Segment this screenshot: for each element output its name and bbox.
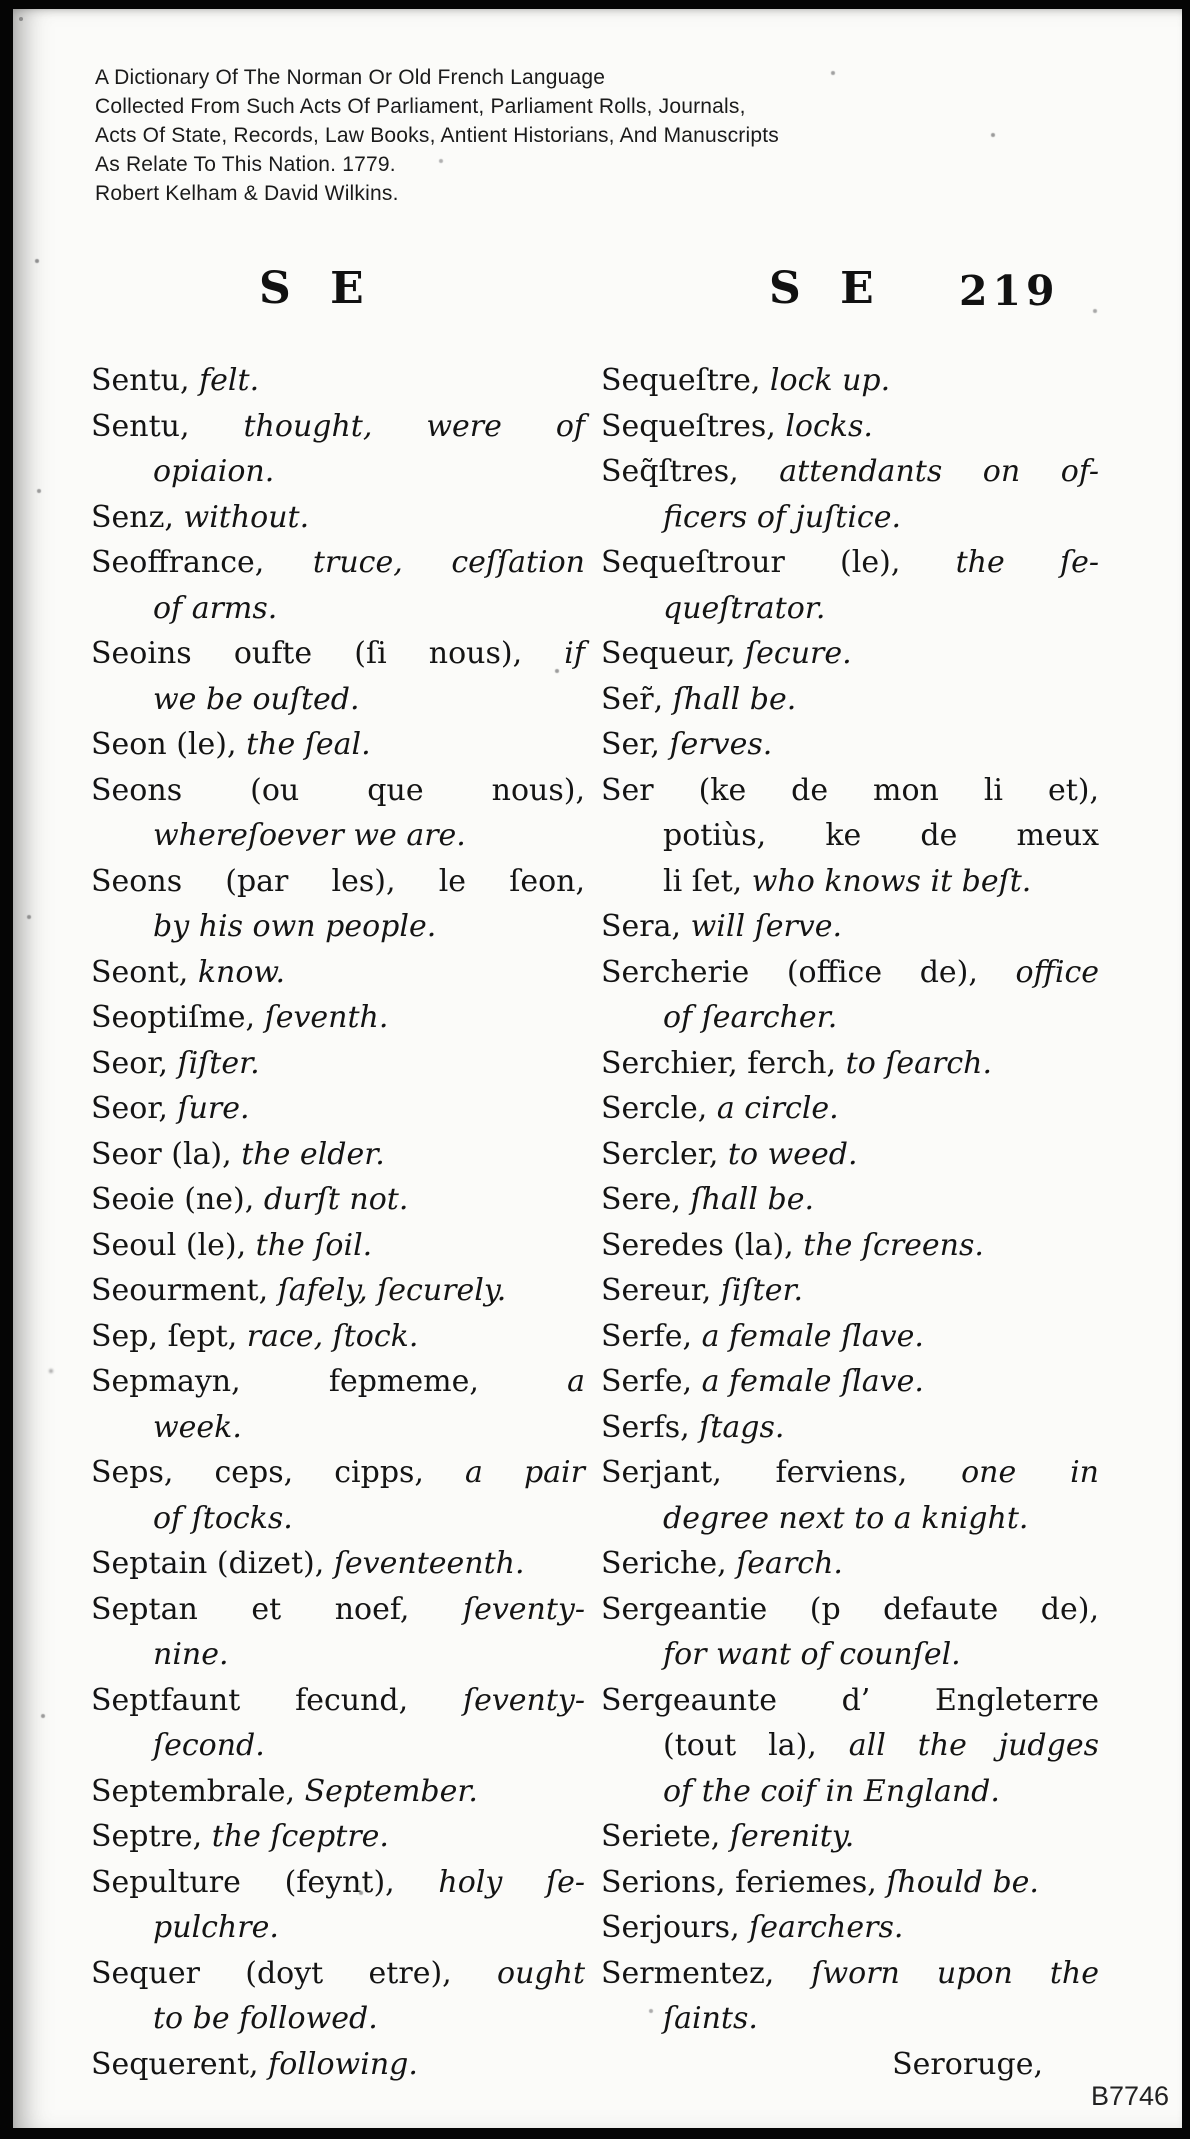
headword-text: Ser̃, <box>601 681 673 717</box>
entry-line <box>601 1860 1099 1906</box>
headword-text: potiùs, ke de meux <box>663 818 1099 853</box>
definition-text: ſecure. <box>745 636 852 671</box>
entry-line <box>601 1587 1099 1633</box>
definition-text: ſhall be. <box>672 681 797 717</box>
definition-text: of the coif in England. <box>663 1773 1000 1809</box>
definition-text: will ſerve. <box>690 909 843 944</box>
headword-text: Sep, ſept, <box>91 1318 247 1354</box>
headword-text: Seoffrance, <box>91 545 313 580</box>
entry-line <box>91 1450 585 1496</box>
definition-text: ſeventy- <box>462 1591 585 1627</box>
definition-text: holy ſe- <box>438 1864 585 1900</box>
definition-text: attendants on of- <box>779 454 1099 489</box>
entry-line <box>601 768 1099 814</box>
definition-text: truce, ceſſation <box>312 545 586 580</box>
headword-text: Seroruge, <box>892 2046 1043 2082</box>
definition-text: to be followed. <box>153 2001 378 2036</box>
entry-line <box>91 1769 585 1815</box>
entry-line <box>601 1450 1099 1496</box>
headword-text: Seon (le), <box>91 727 247 762</box>
entry-line <box>601 1086 1099 1132</box>
running-head-right: S E <box>769 263 886 314</box>
headword-text: Sequeur, <box>601 636 746 671</box>
definition-text: queſtrator. <box>663 590 826 626</box>
definition-text: ficers of juſtice. <box>663 499 902 535</box>
entry-line <box>91 1905 585 1951</box>
entry-line <box>601 1814 1099 1860</box>
entry-line <box>91 1814 585 1860</box>
definition-text: pulchre. <box>153 1910 279 1945</box>
headword-text: Sergeaunte d’ Engleterre <box>601 1682 1099 1718</box>
entry-line <box>601 859 1099 905</box>
entry-line <box>91 1086 585 1132</box>
definition-text: office <box>1015 954 1099 990</box>
entry-line <box>601 631 1099 677</box>
definition-text: know. <box>197 954 286 990</box>
entry-line <box>91 1268 585 1314</box>
definition-text: ought <box>497 1955 585 1991</box>
headword-text: Seoptiſme, <box>91 1000 265 1035</box>
entry-line <box>91 404 585 450</box>
headword-text: Sereur, <box>601 1273 721 1308</box>
headword-text: Sepulture (feynt), <box>91 1864 439 1900</box>
entry-line <box>91 950 585 996</box>
entry-line <box>91 449 585 495</box>
running-head-left: S E <box>259 263 376 314</box>
headword-text: Sere, <box>601 1182 691 1217</box>
entry-line <box>91 1632 585 1678</box>
entry-line <box>91 813 585 859</box>
definition-text: ſerenity. <box>729 1819 855 1854</box>
definition-text: the ſoil. <box>255 1227 373 1263</box>
entry-line <box>601 904 1099 950</box>
entry-line <box>91 631 585 677</box>
headword-text: Serfe, <box>601 1318 702 1354</box>
entry-line <box>91 1996 585 2042</box>
entry-line <box>601 1268 1099 1314</box>
entry-line <box>601 586 1099 632</box>
definition-text: a female ſlave. <box>701 1318 924 1354</box>
definition-text: to ſearch. <box>845 1045 993 1081</box>
headword-text: Sentu, <box>91 408 244 444</box>
definition-text: without. <box>183 499 310 535</box>
entry-line <box>91 1587 585 1633</box>
entry-line <box>91 1132 585 1178</box>
annotation-line: A Dictionary Of The Norman Or Old French Language <box>95 66 606 89</box>
headword-text: Septan et noef, <box>91 1591 463 1627</box>
entry-line <box>601 1314 1099 1360</box>
definition-text: ſeventy- <box>462 1682 585 1718</box>
definition-text: we be ouſted. <box>153 681 360 717</box>
entry-line <box>91 1723 585 1769</box>
definition-text: a circle. <box>716 1091 839 1126</box>
entry-line <box>91 904 585 950</box>
entry-line <box>91 722 585 768</box>
entry-line <box>601 813 1099 859</box>
definition-text: ſeventh. <box>264 1000 389 1035</box>
definition-text: durſt not. <box>263 1182 409 1217</box>
definition-text: September. <box>304 1773 478 1809</box>
entry-line <box>601 2042 1099 2088</box>
definition-text: ſtags. <box>699 1409 785 1445</box>
entry-line <box>601 1496 1099 1542</box>
headword-text: Sera, <box>601 909 691 944</box>
annotation-line: As Relate To This Nation. 1779. <box>95 153 396 176</box>
headword-text: li ſet, <box>663 863 752 899</box>
definition-text: race, ſtock. <box>246 1318 419 1354</box>
definition-text: ſiſter. <box>720 1273 804 1308</box>
headword-text: Sermentez, <box>601 1955 812 1991</box>
definition-text: ſaints. <box>663 2001 758 2036</box>
headword-text: Sentu, <box>91 363 200 398</box>
headword-text: Seor (la), <box>91 1136 242 1172</box>
headword-text: Sequeſtrour (le), <box>601 545 956 580</box>
headword-text: Seq̃ſtres, <box>601 454 780 489</box>
definition-text: week. <box>153 1409 242 1445</box>
entry-line <box>601 677 1099 723</box>
definition-text: ſiſter. <box>177 1045 260 1081</box>
entry-line <box>91 495 585 541</box>
definition-text: ſearch. <box>736 1546 843 1581</box>
headword-text: Serchier, ferch, <box>601 1045 846 1081</box>
definition-text: for want of counſel. <box>663 1637 961 1672</box>
definition-text: a pair <box>465 1455 585 1490</box>
entry-line <box>601 1223 1099 1269</box>
entry-line <box>91 2042 585 2088</box>
definition-text: ſhould be. <box>886 1864 1039 1900</box>
definition-text: opiaion. <box>153 454 275 489</box>
entry-line <box>91 1951 585 1997</box>
annotation-line: Acts Of State, Records, Law Books, Antient Historians, And Manuscripts <box>95 124 779 147</box>
definition-text: lock up. <box>769 363 891 398</box>
entry-line <box>601 1951 1099 1997</box>
headword-text: Serfe, <box>601 1364 702 1399</box>
page-number: 219 <box>959 267 1060 315</box>
headword-text: Septfaunt fecund, <box>91 1682 463 1718</box>
entry-line <box>601 1541 1099 1587</box>
definition-text: who knows it beſt. <box>751 863 1032 899</box>
definition-text: of ſtocks. <box>153 1500 293 1536</box>
definition-text: ſeventeenth. <box>333 1546 525 1581</box>
definition-text: if <box>564 636 585 671</box>
definition-text: a <box>567 1364 585 1399</box>
entry-line <box>91 1314 585 1360</box>
definition-text: all the judges <box>848 1728 1099 1763</box>
annotation-line: Robert Kelham & David Wilkins. <box>95 182 399 205</box>
definition-text: ſhall be. <box>690 1182 815 1217</box>
entry-line <box>601 1177 1099 1223</box>
headword-text: Seredes (la), <box>601 1227 804 1263</box>
entry-line <box>91 768 585 814</box>
entry-line <box>601 1769 1099 1815</box>
definition-text: ſecond. <box>153 1728 265 1763</box>
entry-line <box>601 1632 1099 1678</box>
definition-text: the elder. <box>241 1136 385 1172</box>
scan-id-code: B7746 <box>1091 2081 1170 2111</box>
entry-line <box>601 358 1099 404</box>
entry-line <box>601 1678 1099 1724</box>
entry-line <box>601 1996 1099 2042</box>
headword-text: Seor, <box>91 1045 178 1081</box>
definition-text: to weed. <box>727 1136 858 1172</box>
definition-text: felt. <box>199 363 260 398</box>
entry-line <box>91 995 585 1041</box>
entry-line <box>91 1177 585 1223</box>
headword-text: Senz, <box>91 499 184 535</box>
headword-text: Serfs, <box>601 1409 700 1445</box>
headword-text: Sercle, <box>601 1091 717 1126</box>
entry-line <box>91 1041 585 1087</box>
headword-text: Seons (par les), le ſeon, <box>91 863 585 899</box>
entry-line <box>601 950 1099 996</box>
headword-text: (tout la), <box>663 1728 849 1763</box>
headword-text: Sequer (doyt etre), <box>91 1955 498 1991</box>
definition-text: ſerves. <box>669 727 773 762</box>
definition-text: ſure. <box>177 1091 250 1126</box>
definition-text: ſearchers. <box>749 1910 904 1945</box>
headword-text: Septre, <box>91 1819 212 1854</box>
definition-text: the ſe- <box>955 545 1099 580</box>
definition-text: by his own people. <box>153 909 437 944</box>
definition-text: locks. <box>785 408 873 444</box>
headword-text: Sepmayn, fepmeme, <box>91 1364 568 1399</box>
definition-text: the ſeal. <box>246 727 371 762</box>
headword-text: Seriete, <box>601 1819 730 1854</box>
headword-text: Serions, feriemes, <box>601 1864 887 1900</box>
entry-line <box>601 722 1099 768</box>
definition-text: degree next to a knight. <box>663 1500 1029 1536</box>
headword-text: Ser (ke de mon li et), <box>601 772 1099 808</box>
definition-text: ſworn upon the <box>811 1955 1100 1991</box>
definition-text: nine. <box>153 1637 229 1672</box>
headword-text: Seoie (ne), <box>91 1182 264 1217</box>
entry-line <box>601 1132 1099 1178</box>
definition-text: of ſearcher. <box>663 1000 838 1035</box>
definition-text: whereſoever we are. <box>153 818 466 853</box>
definition-text: one in <box>961 1455 1099 1490</box>
entry-line <box>601 1359 1099 1405</box>
headword-text: Seoul (le), <box>91 1227 256 1263</box>
headword-text: Seor, <box>91 1091 178 1126</box>
annotation-line: Collected From Such Acts Of Parliament, Parliament Rolls, Journals, <box>95 95 746 118</box>
entry-line <box>601 1905 1099 1951</box>
headword-text: Sequerent, <box>91 2046 269 2082</box>
entry-line <box>601 540 1099 586</box>
headword-text: Ser, <box>601 727 670 762</box>
entry-line <box>91 358 585 404</box>
headword-text: Sercherie (office de), <box>601 954 1016 990</box>
entry-line <box>601 1405 1099 1451</box>
scan-noise <box>19 17 23 21</box>
headword-text: Seps, ceps, cipps, <box>91 1455 466 1490</box>
headword-text: Seoins oufte (ſi nous), <box>91 636 565 671</box>
definition-text: a female ſlave. <box>701 1364 924 1399</box>
entry-line <box>91 1678 585 1724</box>
entry-line <box>91 540 585 586</box>
headword-text: Seont, <box>91 954 198 990</box>
entry-line <box>91 677 585 723</box>
entry-line <box>91 1359 585 1405</box>
column-right <box>601 358 1099 2087</box>
entry-line <box>601 995 1099 1041</box>
entry-line <box>91 1496 585 1542</box>
entry-line <box>601 495 1099 541</box>
headword-text: Serjours, <box>601 1910 750 1945</box>
headword-text: Seons (ou que nous), <box>91 772 585 808</box>
headword-text: Sergeantie (p defaute de), <box>601 1591 1099 1627</box>
headword-text: Sequeſtres, <box>601 408 786 444</box>
entry-line <box>91 1223 585 1269</box>
definition-text: thought, were of <box>243 408 585 444</box>
entry-line <box>601 449 1099 495</box>
entry-line <box>91 859 585 905</box>
column-left <box>91 358 585 2087</box>
entry-line <box>91 1541 585 1587</box>
definition-text: ſafely, ſecurely. <box>277 1273 507 1308</box>
entry-line <box>601 404 1099 450</box>
headword-text: Seriche, <box>601 1546 737 1581</box>
entry-line <box>91 1860 585 1906</box>
headword-text: Septembrale, <box>91 1773 305 1809</box>
headword-text: Septain (dizet), <box>91 1546 334 1581</box>
definition-text: of arms. <box>153 590 278 626</box>
entry-line <box>91 1405 585 1451</box>
headword-text: Sequeſtre, <box>601 363 770 398</box>
entry-line <box>601 1041 1099 1087</box>
headword-text: Seourment, <box>91 1273 278 1308</box>
entry-line <box>91 586 585 632</box>
definition-text: the ſcreens. <box>803 1227 984 1263</box>
dictionary-page <box>13 9 1182 2128</box>
headword-text: Sercler, <box>601 1136 728 1172</box>
entry-line <box>601 1723 1099 1769</box>
definition-text: the ſceptre. <box>211 1819 389 1854</box>
annotation-block <box>95 63 779 208</box>
headword-text: Serjant, ferviens, <box>601 1455 962 1490</box>
definition-text: following. <box>268 2046 418 2082</box>
